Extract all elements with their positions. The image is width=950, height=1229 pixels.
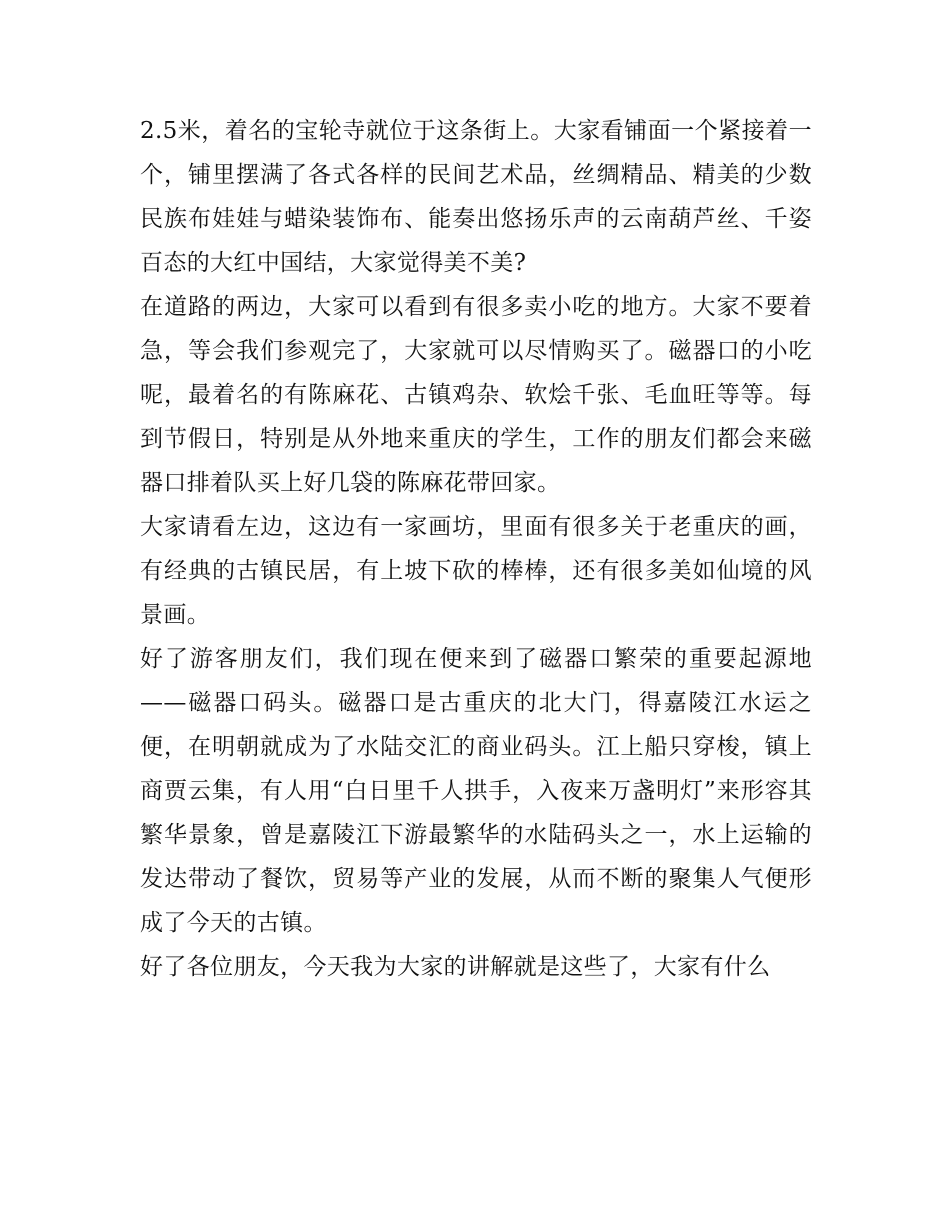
paragraph-2: 在道路的两边，大家可以看到有很多卖小吃的地方。大家不要着急，等会我们参观完了，大家就可以尽情购买了。磁器口的小吃呢，最着名的有陈麻花、古镇鸡杂、软烩千张、毛血旺等等。每到节假日，特别是从外地来重庆的学生，工作的朋友们都会来磁器口排着队买上好几袋的陈麻花带回家。 (140, 294, 812, 496)
document-body (140, 109, 812, 989)
paragraph-4: 好了游客朋友们，我们现在便来到了磁器口繁荣的重要起源地——磁器口码头。磁器口是古重庆的北大门，得嘉陵江水运之便，在明朝就成为了水陆交汇的商业码头。江上船只穿梭，镇上商贾云集，有人用“白日里千人拱手，入夜来万盏明灯”来形容其繁华景象，曾是嘉陵江下游最繁华的水陆码头之一，水上运输的发达带动了餐饮，贸易等产业的发展，从而不断的聚集人气便形成了今天的古镇。 (140, 646, 812, 936)
paragraph-5: 好了各位朋友，今天我为大家的讲解就是这些了，大家有什么 (140, 954, 771, 980)
paragraph-3: 大家请看左边，这边有一家画坊，里面有很多关于老重庆的画，有经典的古镇民居，有上坡下砍的棒棒，还有很多美如仙境的风景画。 (140, 514, 812, 628)
paragraph-1: 2.5米，着名的宝轮寺就位于这条街上。大家看铺面一个紧接着一个，铺里摆满了各式各样的民间艺术品，丝绸精品、精美的少数民族布娃娃与蜡染装饰布、能奏出悠扬乐声的云南葫芦丝、千姿百态的大红中国结，大家觉得美不美? (140, 118, 812, 276)
